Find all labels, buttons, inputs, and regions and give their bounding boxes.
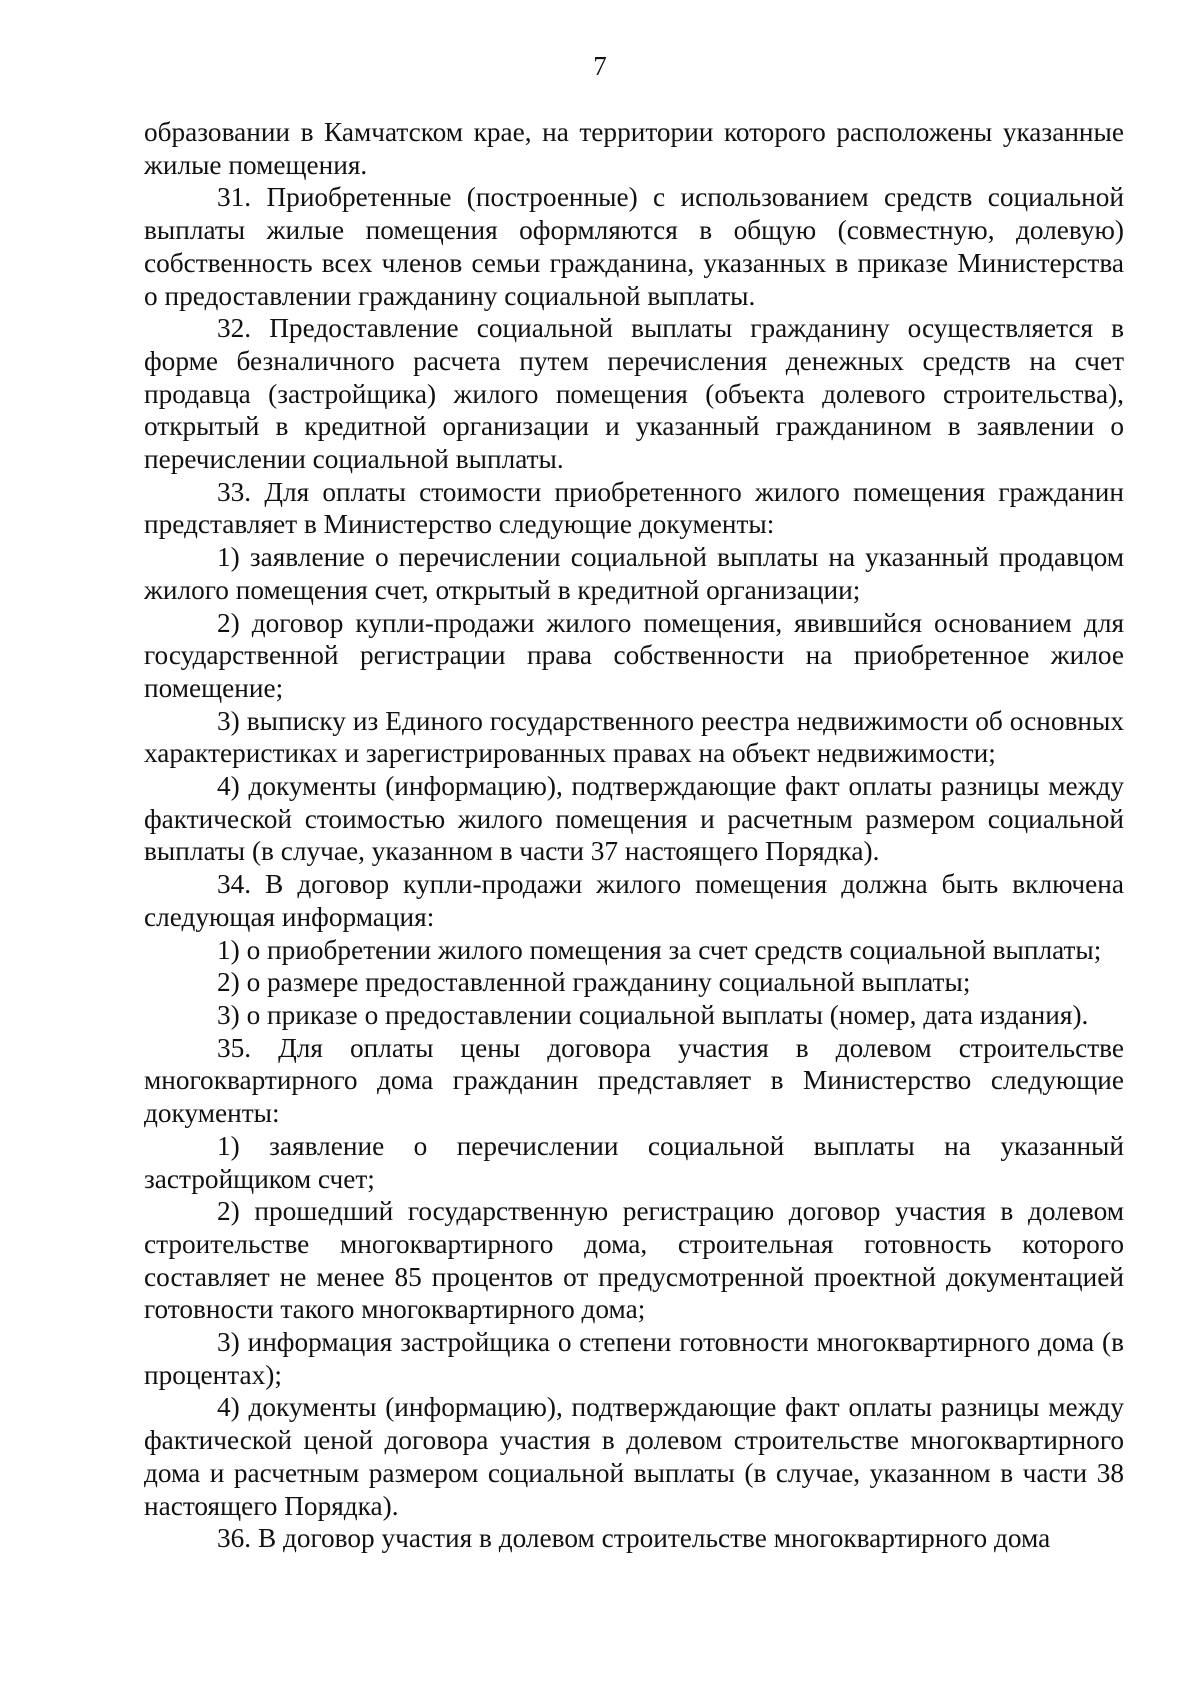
paragraph-34: 34. В договор купли-продажи жилого помещения должна быть включена следующая информация: [144, 869, 1124, 932]
paragraph-35-item-2: 2) прошедший государственную регистрацию договор участия в долевом строительстве многоквартирного дома, строительная готовность которого составляет не менее 85 процентов от предусмотренной проектной документацией готовности такого многоквартирного дома; [144, 1196, 1124, 1325]
paragraph-33-item-1: 1) заявление о перечислении социальной выплаты на указанный продавцом жилого помещения счет, открытый в кредитной организации; [144, 542, 1124, 605]
paragraph-34-item-1: 1) о приобретении жилого помещения за счет средств социальной выплаты; [217, 934, 1102, 965]
paragraph-34-item-2: 2) о размере предоставленной гражданину социальной выплаты; [217, 967, 971, 998]
paragraph-35-item-3: 3) информация застройщика о степени готовности многоквартирного дома (в процентах); [144, 1327, 1124, 1390]
paragraph-33: 33. Для оплаты стоимости приобретенного жилого помещения гражданин представляет в Министерство следующие документы: [144, 476, 1124, 540]
paragraph-32: 32. Предоставление социальной выплаты гражданину осуществляется в форме безналичного расчета путем перечисления денежных средств на счет продавца (застройщика) жилого помещения (объекта долевого строительства), открытый в кредитной организации и указанный гражданином в заявлении о перечислении социальной выплаты. [144, 313, 1124, 475]
paragraph-33-item-2: 2) договор купли-продажи жилого помещения, явившийся основанием для государственной регистрации права собственности на приобретенное жилое помещение; [144, 607, 1124, 703]
paragraph-33-item-4: 4) документы (информацию), подтверждающие факт оплаты разницы между фактической стоимостью жилого помещения и расчетным размером социальной выплаты (в случае, указанном в части 37 настоящего Порядка). [144, 771, 1124, 867]
paragraph-36: 36. В договор участия в долевом строительстве многоквартирного дома [217, 1523, 1051, 1554]
paragraph-31: 31. Приобретенные (построенные) с использованием средств социальной выплаты жилые помещения оформляются в общую (совместную, долевую) собственность всех членов семьи гражданина, указанных в приказе Министерства о предоставлении гражданину социальной выплаты. [144, 182, 1124, 311]
paragraph-35-item-1: 1) заявление о перечислении социальной выплаты на указанный застройщиком счет; [144, 1130, 1124, 1194]
document-body [144, 116, 1124, 1555]
paragraph-34-item-3: 3) о приказе о предоставлении социальной выплаты (номер, дата издания). [217, 999, 1089, 1030]
paragraph-continuation: образовании в Камчатском крае, на территории которого расположены указанные жилые помещения. [144, 117, 1124, 180]
paragraph-35: 35. Для оплаты цены договора участия в долевом строительстве многоквартирного дома гражданин представляет в Министерство следующие документы: [144, 1032, 1124, 1129]
paragraph-35-item-4: 4) документы (информацию), подтверждающие факт оплаты разницы между фактической ценой договора участия в долевом строительстве многоквартирного дома и расчетным размером социальной выплаты (в случае, указанном в части 38 настоящего Порядка). [144, 1392, 1124, 1521]
paragraph-33-item-3: 3) выписку из Единого государственного реестра недвижимости об основных характеристиках и зарегистрированных правах на объект недвижимости; [144, 705, 1124, 769]
page-number: 7 [593, 51, 607, 81]
